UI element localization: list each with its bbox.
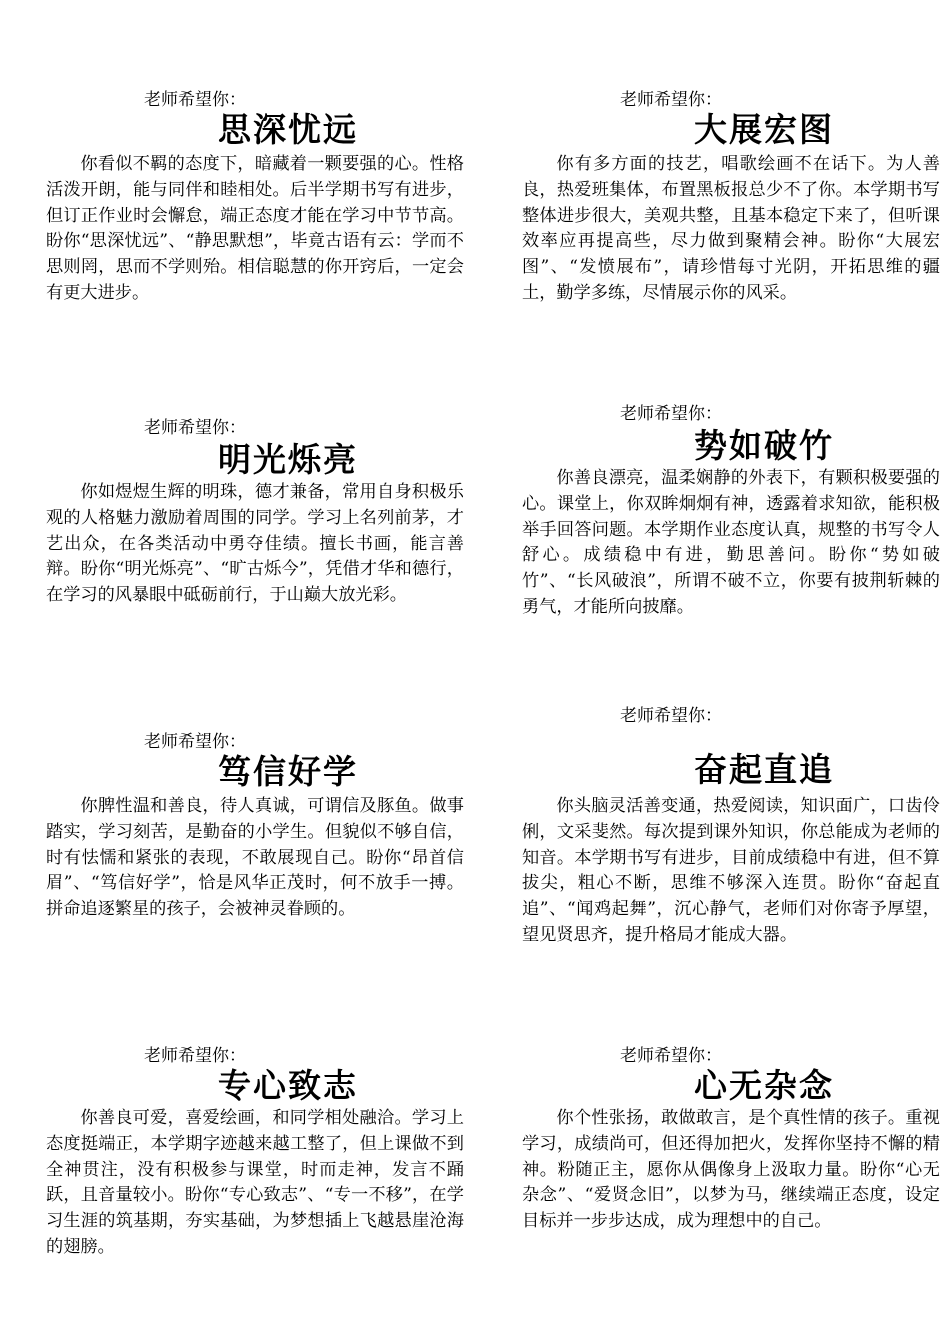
card-intro: 老师希望你： [144,1046,246,1066]
card-title: 笃信好学 [218,752,358,791]
card-intro: 老师希望你： [620,706,722,726]
card-body: 你善良漂亮，温柔娴静的外表下，有颗积极要强的心。课堂上，你双眸炯炯有神，透露着求知欲，能积极举手回答问题。本学期作业态度认真，规整的书写令人舒心。成绩稳中有进，勤思善问。盼你“势如破竹”、“长风破浪”，所谓不破不立，你要有披荆斩棘的勇气，才能所向披靡。 [522,468,940,617]
card-title: 明光烁亮 [218,440,358,479]
comment-card-8 [522,1046,942,1276]
card-body: 你如煜煜生辉的明珠，德才兼备，常用自身积极乐观的人格魅力激励着周围的同学。学习上名列前茅，才艺出众，在各类活动中勇夺佳绩。擅长书画，能言善辩。盼你“明光烁亮”、“旷古烁今”，凭借才华和德行，在学习的风暴眼中砥砺前行，于山巅大放光彩。 [46,482,464,606]
card-body: 你个性张扬，敢做敢言，是个真性情的孩子。重视学习，成绩尚可，但还得加把火，发挥你坚持不懈的精神。粉随正主，愿你从偶像身上汲取力量。盼你“心无杂念”、“爱贤念旧”，以梦为马，继续端正态度，设定目标并一步步达成，成为理想中的自己。 [522,1108,940,1232]
comment-card-5 [46,732,466,962]
card-intro: 老师希望你： [620,1046,722,1066]
card-body: 你看似不羁的态度下，暗藏着一颗要强的心。性格活泼开朗，能与同伴和睦相处。后半学期书写有进步，但订正作业时会懈怠，端正态度才能在学习中节节高。盼你“思深忧远”、“静思默想”，毕竟古语有云：学而不思则罔，思而不学则殆。相信聪慧的你开窍后，一定会有更大进步。 [46,154,464,303]
comment-card-6 [522,706,942,986]
card-title: 思深忧远 [218,110,358,149]
card-body: 你善良可爱，喜爱绘画，和同学相处融洽。学习上态度挺端正，本学期字迹越来越工整了，但上课做不到全神贯注，没有积极参与课堂，时而走神，发言不踊跃，且音量较小。盼你“专心致志”、“专一不移”，在学习生涯的筑基期，夯实基础，为梦想插上飞越悬崖沧海的翅膀。 [46,1108,464,1257]
card-body: 你头脑灵活善变通，热爱阅读，知识面广，口齿伶俐，文采斐然。每次提到课外知识，你总能成为老师的知音。本学期书写有进步，目前成绩稳中有进，但不算拔尖，粗心不断，思维不够深入连贯。盼你“奋起直追”、“闻鸡起舞”，沉心静气，老师们对你寄予厚望，望见贤思齐，提升格局才能成大器。 [522,796,940,945]
card-intro: 老师希望你： [620,90,722,110]
card-body: 你脾性温和善良，待人真诚，可谓信及豚鱼。做事踏实，学习刻苦，是勤奋的小学生。但貌似不够自信，时有怯懦和紧张的表现，不敢展现自己。盼你“昂首信眉”、“笃信好学”，恰是风华正茂时，何不放手一搏。拼命追逐繁星的孩子，会被神灵眷顾的。 [46,796,464,920]
card-intro: 老师希望你： [144,418,246,438]
card-intro: 老师希望你： [144,732,246,752]
card-body: 你有多方面的技艺，唱歌绘画不在话下。为人善良，热爱班集体，布置黑板报总少不了你。本学期书写整体进步很大，美观共整，且基本稳定下来了，但听课效率应再提高些，尽力做到聚精会神。盼你“大展宏图”、“发愤展布”，请珍惜每寸光阴，开拓思维的疆土，勤学多练，尽情展示你的风采。 [522,154,940,303]
card-title: 大展宏图 [694,110,834,149]
card-title: 专心致志 [218,1066,358,1105]
card-title: 奋起直追 [694,750,834,789]
card-intro: 老师希望你： [620,404,722,424]
card-title: 势如破竹 [694,426,834,465]
comment-card-3 [46,418,466,648]
comment-card-7 [46,1046,466,1276]
comment-card-1 [46,88,466,348]
comment-card-2 [522,88,942,348]
card-title: 心无杂念 [694,1066,834,1105]
card-intro: 老师希望你： [144,90,246,110]
comment-card-4 [522,404,942,664]
